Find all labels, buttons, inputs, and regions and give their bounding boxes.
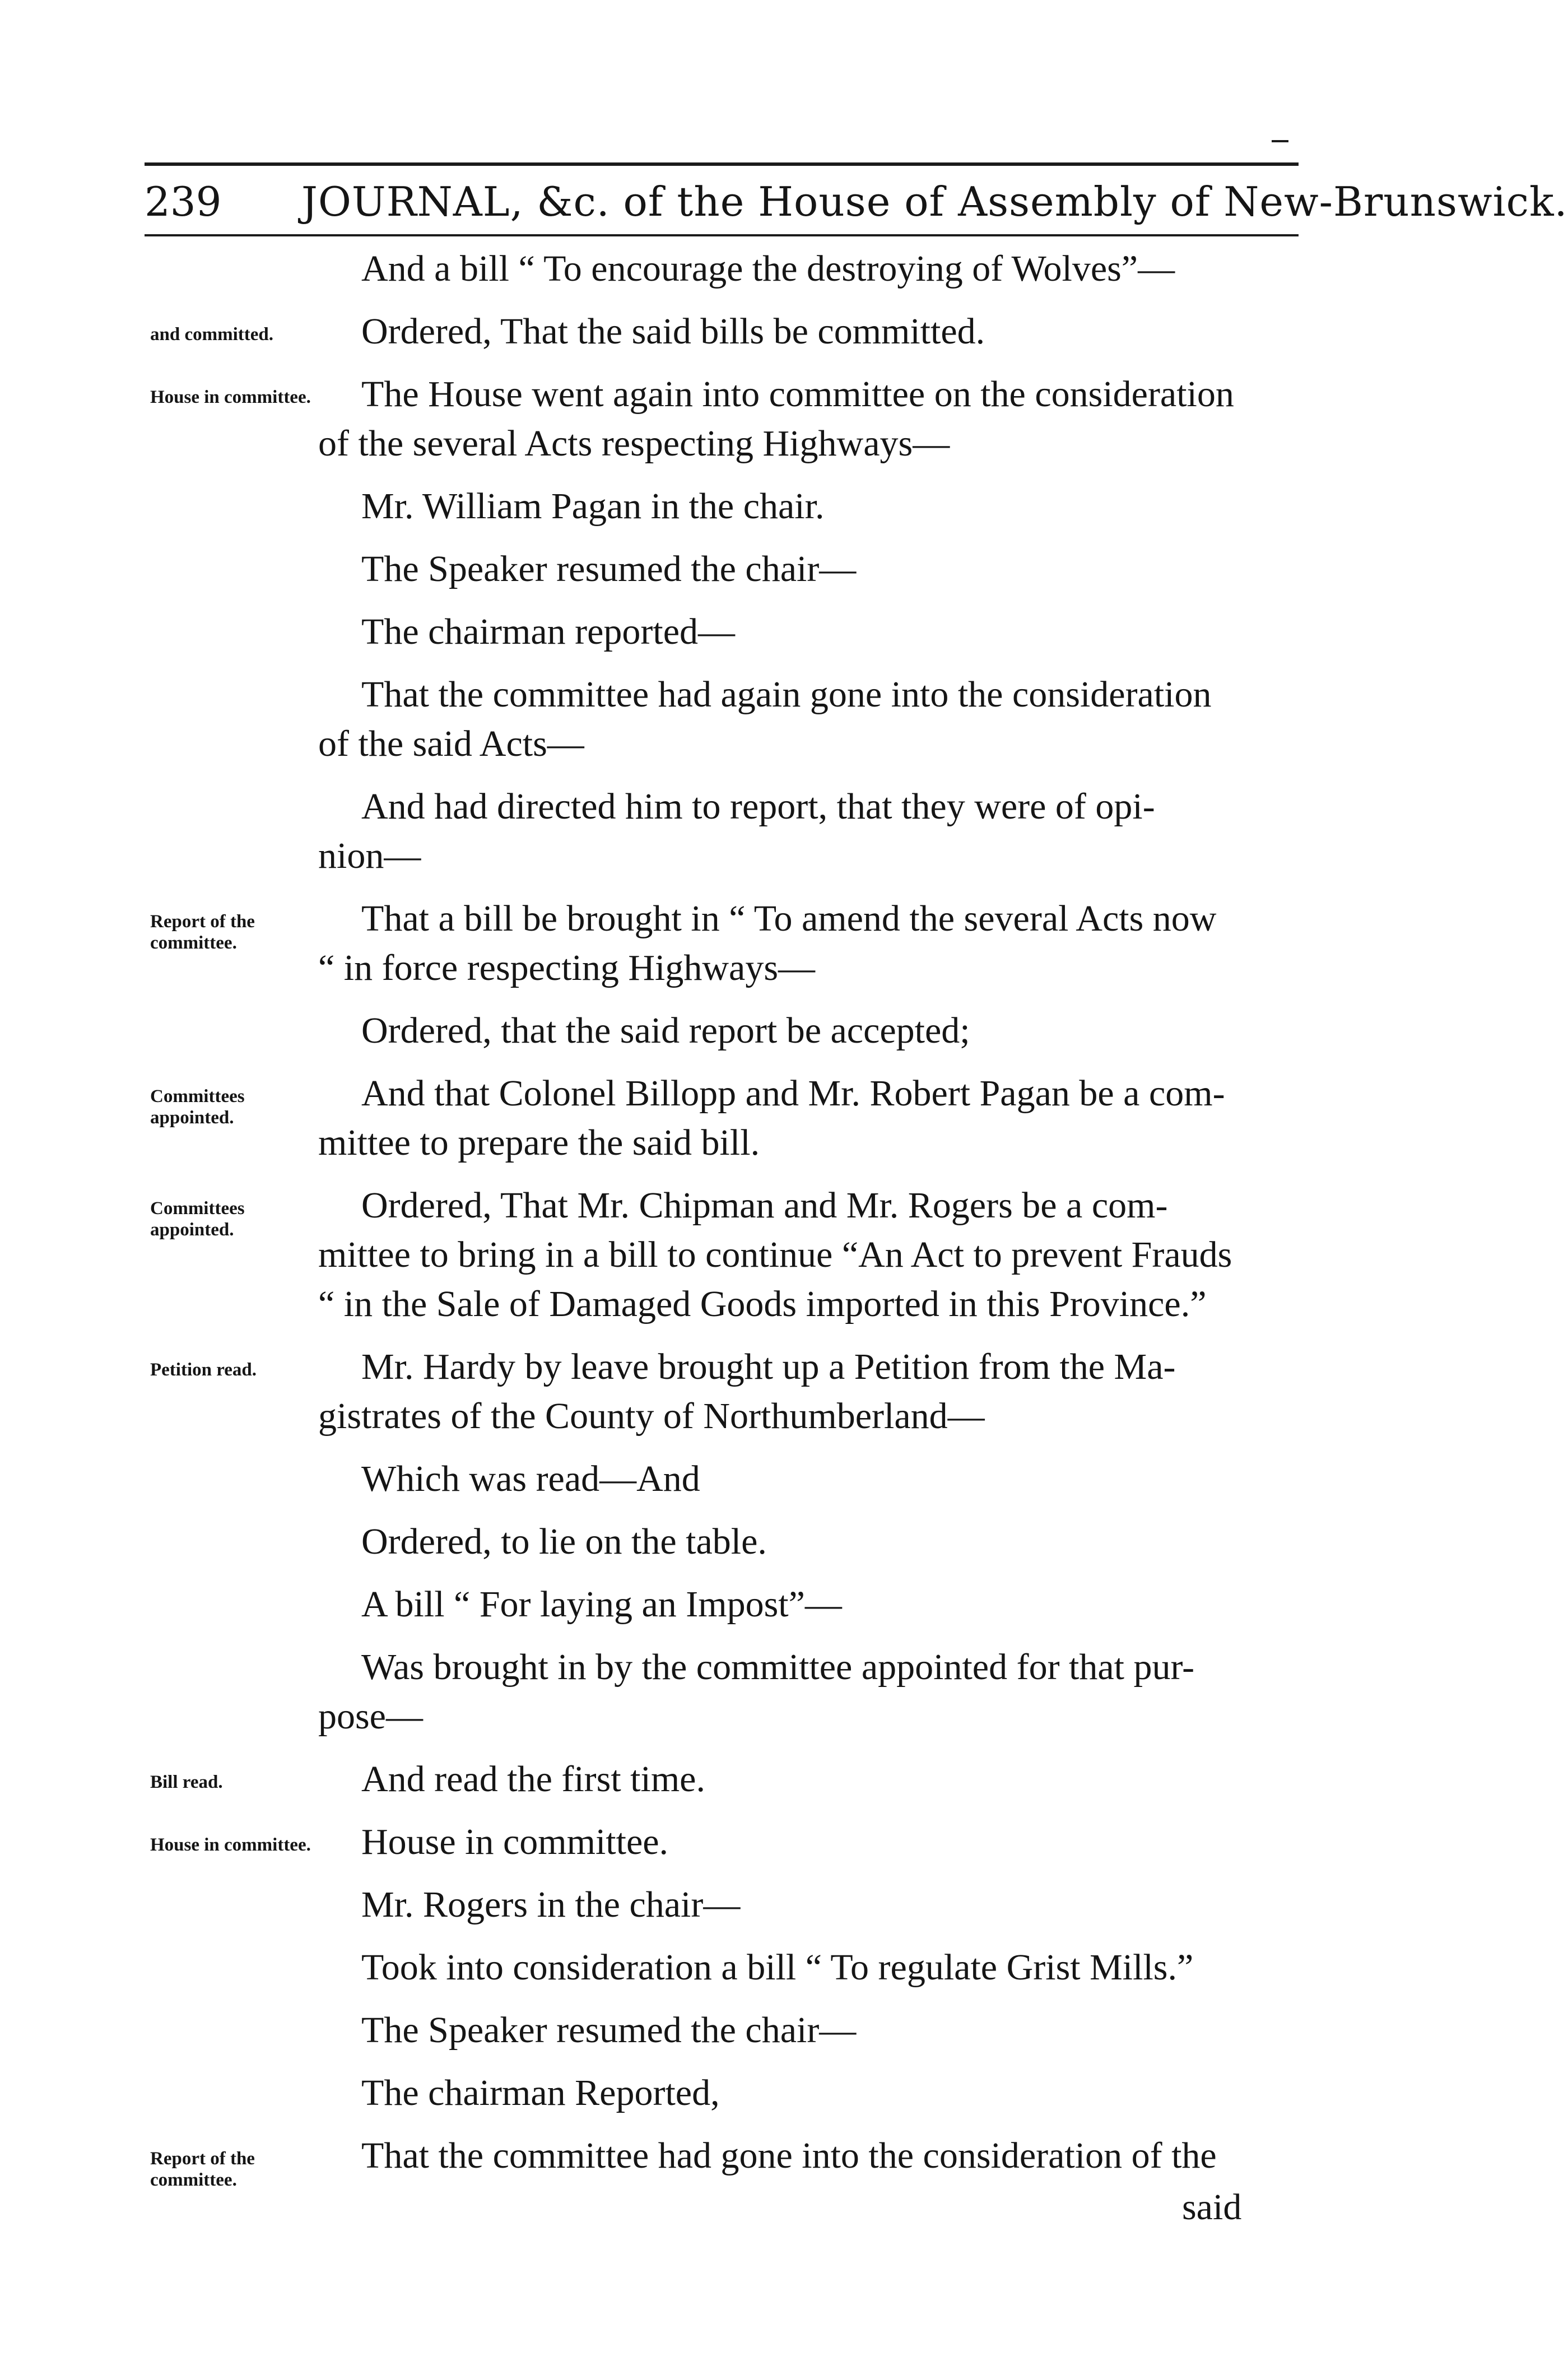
text-line: mittee to bring in a bill to continue “An Act to prevent Frauds — [318, 1234, 1232, 1275]
text-line: pose— — [318, 1696, 423, 1737]
text-line: And read the first time. — [361, 1759, 705, 1800]
text-line: Was brought in by the committee appointed for that pur- — [361, 1647, 1195, 1688]
text-line: The chairman reported— — [361, 611, 736, 652]
text-line: That a bill be brought in “ To amend the several Acts now — [361, 898, 1217, 939]
text-line: of the several Acts respecting Highways— — [318, 423, 950, 464]
text-line: Mr. Rogers in the chair— — [361, 1884, 741, 1925]
text-line: “ in the Sale of Damaged Goods imported in this Province.” — [318, 1284, 1207, 1324]
header-rule-bottom — [145, 234, 1299, 236]
text-line: nion— — [318, 835, 421, 876]
margin-note: Bill read. — [150, 1772, 223, 1792]
margin-note: Committees appointed. — [150, 1198, 245, 1240]
text-line: Ordered, to lie on the table. — [361, 1521, 767, 1562]
text-line: Mr. William Pagan in the chair. — [361, 486, 825, 527]
text-line: gistrates of the County of Northumberland— — [318, 1396, 985, 1437]
text-line: The Speaker resumed the chair— — [361, 2010, 857, 2051]
text-line: Took into consideration a bill “ To regulate Grist Mills.” — [361, 1947, 1194, 1988]
text-line: Which was read—And — [361, 1458, 700, 1499]
margin-note: Petition read. — [150, 1360, 257, 1380]
margin-note: Report of the committee. — [150, 912, 255, 953]
text-line: Ordered, That Mr. Chipman and Mr. Rogers be a com- — [361, 1185, 1168, 1226]
text-line: Ordered, that the said report be accepted; — [361, 1010, 970, 1051]
running-head: JOURNAL, &c. of the House of Assembly of New-Brunswick. — [301, 178, 1568, 225]
text-line: A bill “ For laying an Impost”— — [361, 1584, 842, 1625]
margin-note: Committees appointed. — [150, 1086, 245, 1128]
text-line: The Speaker resumed the chair— — [361, 548, 857, 589]
text-line: The House went again into committee on the consideration — [361, 374, 1234, 415]
text-line: And had directed him to report, that they were of opi- — [361, 786, 1155, 827]
text-line: Mr. Hardy by leave brought up a Petition from the Ma- — [361, 1346, 1176, 1387]
margin-note: Report of the committee. — [150, 2149, 255, 2190]
margin-note: and committed. — [150, 324, 273, 345]
text-line: The chairman Reported, — [361, 2072, 720, 2113]
header-rule-top — [145, 162, 1299, 166]
page-header — [145, 171, 1568, 233]
page-number: 239 — [145, 178, 222, 225]
text-line: Ordered, That the said bills be committed. — [361, 311, 985, 352]
text-line: And that Colonel Billopp and Mr. Robert Pagan be a com- — [361, 1073, 1225, 1114]
margin-note: House in committee. — [150, 1835, 311, 1855]
text-line: That the committee had again gone into the consideration — [361, 674, 1212, 715]
header-dash — [1272, 140, 1288, 142]
text-line: mittee to prepare the said bill. — [318, 1122, 760, 1163]
catchword: said — [1182, 2187, 1242, 2228]
text-line: And a bill “ To encourage the destroying of Wolves”— — [361, 248, 1175, 289]
text-line: That the committee had gone into the consideration of the — [361, 2135, 1217, 2176]
text-line: House in committee. — [361, 1821, 669, 1862]
margin-note: House in committee. — [150, 387, 311, 407]
text-line: of the said Acts— — [318, 723, 584, 764]
text-line: “ in force respecting Highways— — [318, 947, 816, 988]
